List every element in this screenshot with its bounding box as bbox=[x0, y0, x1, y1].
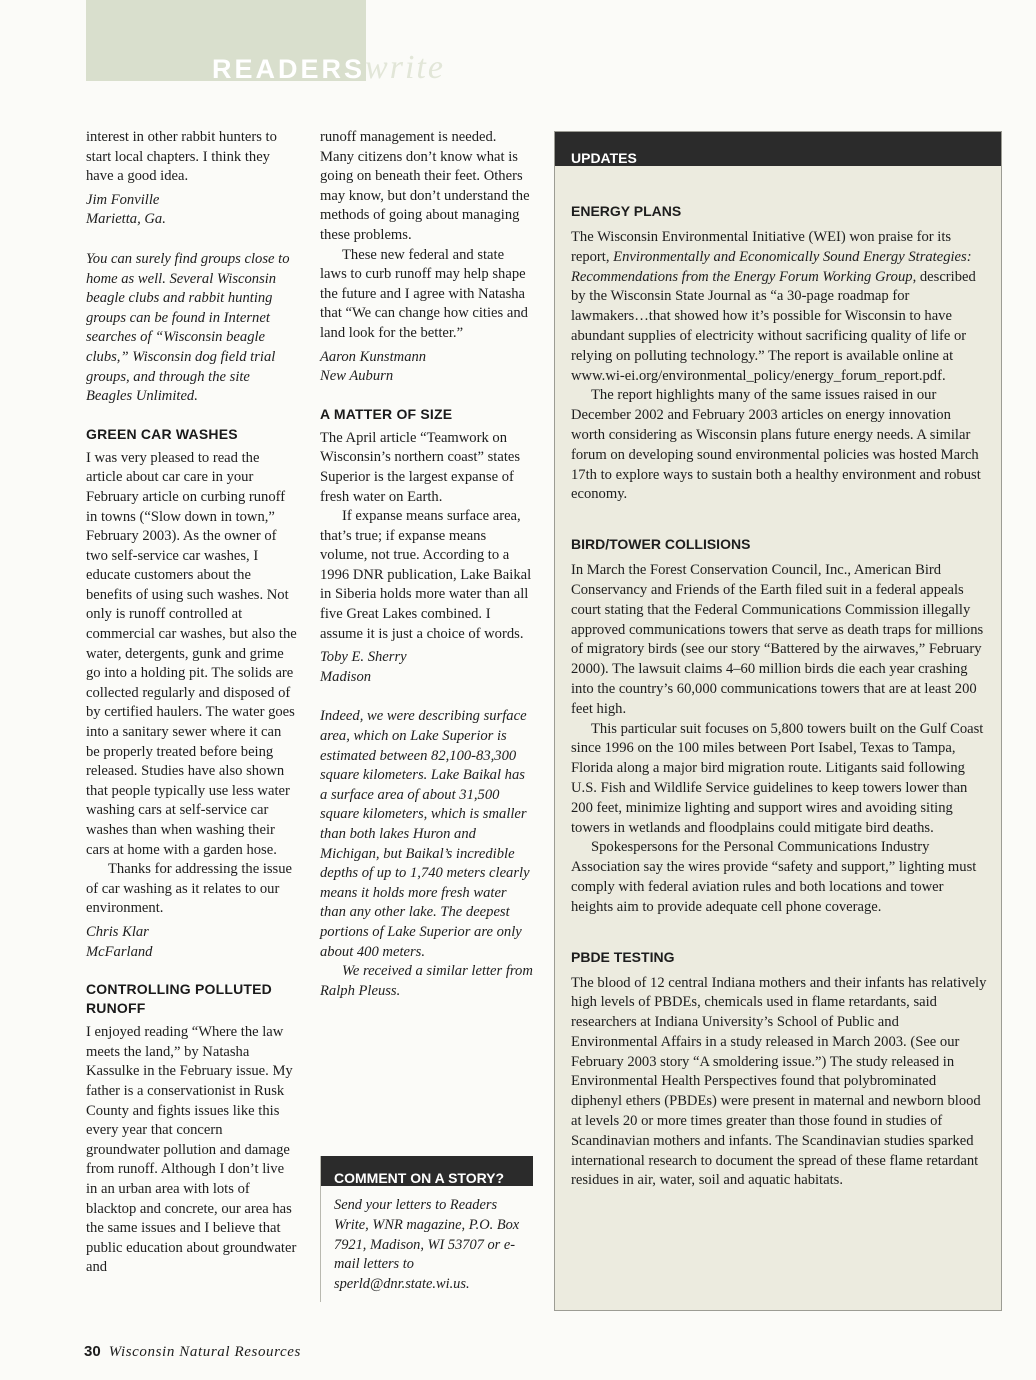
letter-paragraph: If expanse means surface area, that’s true; if expanse means volume, not true. According to a 1996 DNR publication, Lake Baikal in Siberia holds more water than all five Great Lakes combined. I assume it is just a choice of words. bbox=[320, 508, 532, 642]
signature-name: Jim Fonville bbox=[86, 191, 160, 208]
heading-matter-of-size: A MATTER OF SIZE bbox=[320, 405, 453, 422]
update-paragraph: The blood of 12 central Indiana mothers and their infants has relatively high levels of PBDEs, chemicals used in flame retardants, said researchers at Indiana University’s School of Public and Environmental Affairs in a study released in March 2003. (See our February 2003 story “A smoldering issue.”) The study released in Environmental Health Perspectives found that polybrominated diphenyl ethers (PBDEs) were present in maternal and newborn blood at levels 20 or more times greater than those found in studies of Scandinavian mothers and infants. The Scandinavian studies sparked international research to document the spread of these flame retardant residues in air, water, soil and aquatic habitats. bbox=[571, 974, 987, 1189]
report-title: Environmentally and Economically Sound Energy Strategies: Recommendations from the Energy Forum Working Group bbox=[571, 248, 972, 285]
text-run: The Wisconsin Environmental Initiative (WEI) won praise for its report, bbox=[571, 229, 952, 265]
update-bird-tower bbox=[571, 535, 987, 917]
letter-paragraph: runoff management is needed. Many citizens don’t know what is going on beneath their feet. Others may know, but don’t understand the methods of going about managing these problems. bbox=[320, 129, 530, 243]
column-2 bbox=[320, 128, 534, 1001]
letter-paragraph: These new federal and state laws to curb runoff may help shape the future and I agree with Natasha that “We can change how cities and land look for the better.” bbox=[320, 246, 528, 341]
update-paragraph: The report highlights many of the same issues raised in our December 2002 and February 2003 articles on energy innovation worth considering as Wisconsin plans future energy needs. A similar forum on developing sound environmental policies was hosted March 17th to explore ways to sustain both a healthy environment and robust economy. bbox=[571, 387, 981, 503]
letter-paragraph: The April article “Teamwork on Wisconsin’s northern coast” states Superior is the largest expanse of fresh water on Earth. bbox=[320, 429, 521, 505]
updates-sidebar bbox=[554, 131, 1002, 1311]
page-footer bbox=[84, 1342, 301, 1362]
comment-box bbox=[320, 1156, 533, 1302]
update-paragraph bbox=[571, 228, 987, 386]
letter-paragraph: I was very pleased to read the article about car care in your February article on curbing runoff in towns (“Slow down in town,” February 2003). As the owner of two self-service car washes, I educate customers about the benefits of using such washes. Not only is runoff controlled at commercial car washes, but also the water, detergents, gunk and grime go into a holding pit. The solids are collected regularly and disposed of by certified haulers. The water goes into a sanitary sewer where it can be properly treated before being released. Studies have also shown that people typically use less water washing cars at self-service car washes than when washing their cars at home with a garden hose. bbox=[86, 449, 297, 858]
heading-controlling-runoff: CONTROLLING POLLUTED RUNOFF bbox=[86, 981, 272, 1017]
heading-bird-tower-collisions: BIRD/TOWER COLLISIONS bbox=[571, 536, 751, 553]
signature-name: Toby E. Sherry bbox=[320, 649, 407, 666]
signature-place: Marietta, Ga. bbox=[86, 211, 166, 228]
heading-energy-plans: ENERGY PLANS bbox=[571, 203, 682, 219]
heading-pbde-testing: PBDE TESTING bbox=[571, 948, 675, 965]
editor-reply: Indeed, we were describing surface area, which on Lake Superior is estimated between 82,100-83,300 square kilometers. Lake Baikal has a surface area of about 31,500 square kilometers, which is smaller than both lakes Huron and Michigan, but Baikal’s incredible depths of up to 1,740 meters clearly means it holds more fresh water than any other lake. The deepest portions of Lake Superior are only about 400 meters. bbox=[320, 708, 530, 960]
signature-name: Aaron Kunstmann bbox=[320, 348, 427, 365]
update-energy-plans bbox=[571, 202, 987, 505]
page-number: 30 bbox=[84, 1343, 101, 1360]
section-title-write: write bbox=[365, 49, 445, 86]
updates-title: UPDATES bbox=[571, 150, 637, 166]
comment-box-title: COMMENT ON A STORY? bbox=[334, 1170, 505, 1186]
heading-green-car-washes: GREEN CAR WASHES bbox=[86, 425, 238, 442]
editor-reply: You can surely find groups close to home as well. Several Wisconsin beagle clubs and rabbit hunting groups can be found in Internet searches of “Wisconsin beagle clubs,” Wisconsin dog field trial groups, and through the site Beagles Unlimited. bbox=[86, 250, 290, 405]
letter-continuation: interest in other rabbit hunters to start local chapters. I think they have a good idea. bbox=[86, 129, 277, 185]
editor-reply: We received a similar letter from Ralph Pleuss. bbox=[320, 963, 533, 999]
signature-place: McFarland bbox=[86, 943, 153, 960]
section-title bbox=[212, 48, 445, 88]
column-1 bbox=[86, 128, 298, 1278]
signature-name: Chris Klar bbox=[86, 923, 149, 940]
updates-header bbox=[555, 132, 1001, 166]
publication-name: Wisconsin Natural Resources bbox=[108, 1344, 301, 1360]
letter-paragraph: Thanks for addressing the issue of car washing as it relates to our environment. bbox=[86, 861, 293, 917]
update-pbde-testing bbox=[571, 948, 987, 1192]
update-paragraph: In March the Forest Conservation Council, Inc., American Bird Conservancy and Friends of the Earth filed suit in a federal appeals court stating that the Federal Communications Commission illegally approved communications towers that serve as death traps for millions of migratory birds (see our story “Battered by the airwaves,” February 2000). The lawsuit claims 4–60 million birds die each year crashing into the country’s 60,000 communications towers that are at least 200 feet high. bbox=[571, 562, 984, 717]
update-paragraph: This particular suit focuses on 5,800 towers built on the Gulf Coast since 1996 on the 100 miles between Port Isabel, Texas to Tampa, Florida along a major bird migration route. Litigants said following U.S. Fish and Wildlife Service guidelines to keep towers lower than 200 feet, minimize lighting and support wires and avoiding siting towers in wetlands and floodplains could mitigate bird deaths. bbox=[571, 720, 984, 836]
comment-box-header bbox=[321, 1156, 533, 1186]
update-paragraph: Spokespersons for the Personal Communications Industry Association say the wires provide “safety and support,” lighting must comply with federal aviation rules and both locations and tower heights aim to provide adequate cell phone coverage. bbox=[571, 839, 977, 915]
signature-place: Madison bbox=[320, 668, 372, 685]
text-run: , described by the Wisconsin State Journal as “a 30-page roadmap for lawmakers…that showed how it’s possible for Wisconsin to have abundant supplies of electricity without sacrificing quality of life or relying on polluting technology.” The report is available online at www.wi-ei.org/environmental_policy/energy_forum_report.pdf. bbox=[571, 268, 976, 384]
updates-body bbox=[555, 202, 1001, 1191]
section-title-readers: READERS bbox=[212, 54, 366, 84]
signature-place: New Auburn bbox=[320, 368, 394, 385]
letter-paragraph: I enjoyed reading “Where the law meets the land,” by Natasha Kassulke in the February issue. My father is a conservationist in Rusk County and fights issues like this every year that concern groundwater pollution and damage from runoff. Although I don’t live in an urban area with lots of blacktop and concrete, our area has the same issues and I believe that public education about groundwater and bbox=[86, 1024, 297, 1276]
comment-box-text: Send your letters to Readers Write, WNR magazine, P.O. Box 7921, Madison, WI 53707 or e-mail letters to sperld@dnr.state.wi.us. bbox=[334, 1197, 520, 1293]
